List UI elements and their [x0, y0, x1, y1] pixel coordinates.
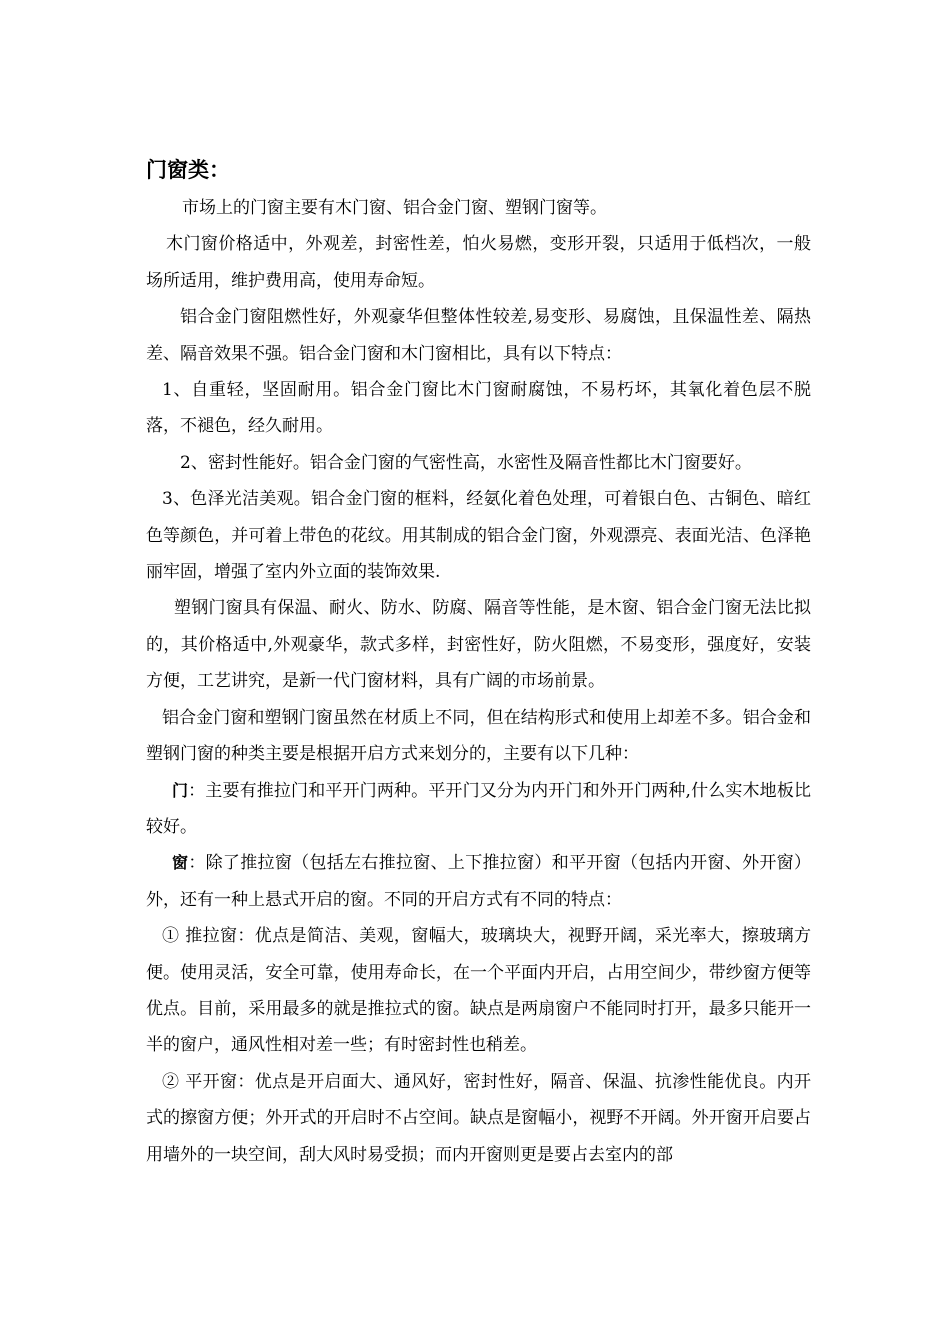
- paragraph-aluminum-windows: 铝合金门窗阻燃性好，外观豪华但整体性较差,易变形、易腐蚀，且保温性差、隔热差、隔音效果不强。铝合金门窗和木门窗相比，具有以下特点：: [146, 307, 811, 364]
- paragraph-doors: [146, 773, 811, 846]
- paragraph-feature-1: 1、自重轻，坚固耐用。铝合金门窗比木门窗耐腐蚀，不易朽坏，其氧化着色层不脱落，不褪色，经久耐用。: [146, 380, 811, 437]
- door-text: ：主要有推拉门和平开门两种。平开门又分为内开门和外开门两种,什么实木地板比较好。: [146, 780, 811, 837]
- paragraph-feature-3: 3、色泽光洁美观。铝合金门窗的框料，经氨化着色处理，可着银白色、古铜色、暗红色等颜色，并可着上带色的花纹。用其制成的铝合金门窗，外观漂亮、表面光洁、色泽艳丽牢固，增强了室内外立面的装饰效果.: [146, 489, 811, 583]
- paragraph-windows: [146, 845, 811, 918]
- page-title: 门窗类：: [146, 158, 230, 182]
- window-label: 窗: [172, 853, 189, 873]
- paragraph-feature-2: 2、密封性能好。铝合金门窗的气密性高，水密性及隔音性都比木门窗要好。: [180, 452, 752, 473]
- document-page: [146, 150, 811, 1173]
- paragraph-pvc-windows: 塑钢门窗具有保温、耐火、防水、防腐、隔音等性能，是木窗、铝合金门窗无法比拟的，其价格适中,外观豪华，款式多样，封密性好，防火阻燃，不易变形，强度好，安装方便，工艺讲究，是新一代门窗材料，具有广阔的市场前景。: [146, 598, 811, 692]
- paragraph-comparison: 铝合金门窗和塑钢门窗虽然在材质上不同，但在结构形式和使用上却差不多。铝合金和塑钢门窗的种类主要是根据开启方式来划分的，主要有以下几种：: [146, 707, 811, 765]
- paragraph-intro: 市场上的门窗主要有木门窗、铝合金门窗、塑钢门窗等。: [182, 198, 607, 218]
- paragraph-wood-windows: 木门窗价格适中，外观差，封密性差，怕火易燃，变形开裂，只适用于低档次，一般场所适用，维护费用高，使用寿命短。: [146, 234, 811, 291]
- window-text: ：除了推拉窗（包括左右推拉窗、上下推拉窗）和平开窗（包括内开窗、外开窗）外，还有一种上悬式开启的窗。不同的开启方式有不同的特点：: [146, 853, 811, 910]
- paragraph-casement-window: ② 平开窗：优点是开启面大、通风好，密封性好，隔音、保温、抗渗性能优良。内开式的擦窗方便；外开式的开启时不占空间。缺点是窗幅小，视野不开阔。外开窗开启要占用墙外的一块空间，刮大风时易受损；而内开窗则更是要占去室内的部: [146, 1071, 811, 1165]
- paragraph-sliding-window: ① 推拉窗：优点是简洁、美观，窗幅大，玻璃块大，视野开阔，采光率大，擦玻璃方便。使用灵活，安全可靠，使用寿命长，在一个平面内开启，占用空间少，带纱窗方便等优点。目前，采用最多的就是推拉式的窗。缺点是两扇窗户不能同时打开，最多只能开一半的窗户，通风性相对差一些；有时密封性也稍差。: [146, 926, 811, 1056]
- door-label: 门: [172, 780, 189, 800]
